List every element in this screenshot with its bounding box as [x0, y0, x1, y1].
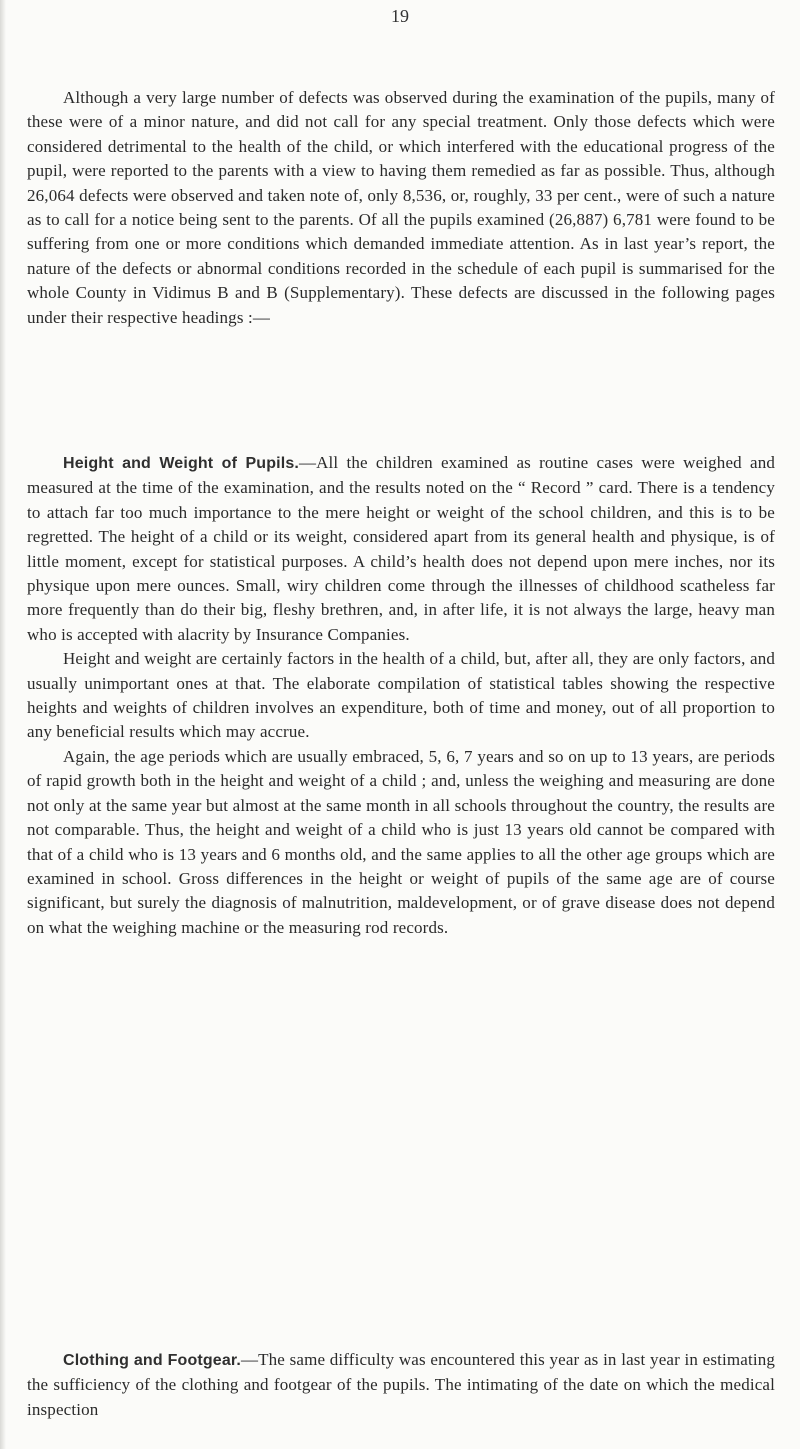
intro-section: [27, 86, 775, 330]
page-number: 19: [391, 6, 409, 26]
clothing-footgear-heading: Clothing and Footgear.: [63, 1352, 241, 1369]
clothing-footgear-paragraph: [27, 1348, 775, 1422]
height-weight-paragraph-3: Again, the age periods which are usually embraced, 5, 6, 7 years and so on up to 13 years, are periods of rapid growth both in the height and weight of a child ; and, unless the weighing and measuring are done not only at the same year but almost at the same month in all schools throughout the country, the results are not comparable. Thus, the height and weight of a child who is just 13 years old cannot be compared with that of a child who is 13 years and 6 months old, and the same applies to all the other age groups which are examined in school. Gross differences in the height or weight of pupils of the same age are of course significant, but surely the diagnosis of malnutrition, maldevelopment, or of grave disease does not depend on what the weighing machine or the measuring rod records.: [27, 746, 775, 937]
clothing-footgear-text: —The same difficulty was encountered this year as in last year in estimating the sufficiency of the clothing and footgear of the pupils. The intimating of the date on which the medical inspection: [27, 1350, 775, 1419]
height-weight-heading: Height and Weight of Pupils.: [63, 455, 299, 472]
page-edge-shadow: [0, 0, 6, 1449]
height-weight-text-1: —All the children examined as routine cases were weighed and measured at the time of the examination, and the results noted on the “ Record ” card. There is a tendency to attach far too much importance to the mere height or weight of the school children, and this is to be regretted. The height of a child or its weight, considered apart from its general health and physique, is of little moment, except for statistical purposes. A child’s health does not depend upon mere inches, nor its physique upon mere ounces. Small, wiry children come through the illnesses of childhood scatheless far more frequently than do their big, fleshy brethren, and, in after life, it is not always the large, heavy man who is accepted with alacrity by Insurance Companies.: [27, 453, 775, 644]
height-weight-section: [27, 451, 775, 940]
clothing-footgear-section: [27, 1348, 775, 1422]
height-weight-paragraph-1: [27, 451, 775, 647]
intro-paragraph: Although a very large number of defects was observed during the examination of the pupils, many of these were of a minor nature, and did not call for any special treatment. Only those defects which were considered detrimental to the health of the child, or which interfered with the educational progress of the pupil, were reported to the parents with a view to having them remedied as far as possible. Thus, although 26,064 defects were observed and taken note of, only 8,536, or, roughly, 33 per cent., were of such a nature as to call for a notice being sent to the parents. Of all the pupils examined (26,887) 6,781 were found to be suffering from one or more conditions which demanded immediate attention. As in last year’s report, the nature of the defects or abnormal conditions recorded in the schedule of each pupil is summarised for the whole County in Vidimus B and B (Supplementary). These defects are discussed in the following pages under their respective headings :—: [27, 88, 775, 327]
height-weight-paragraph-2: Height and weight are certainly factors in the health of a child, but, after all, they are only factors, and usually unimportant ones at that. The elaborate compilation of statistical tables showing the respective heights and weights of children involves an expenditure, both of time and money, out of all proportion to any beneficial results which may accrue.: [27, 649, 775, 742]
